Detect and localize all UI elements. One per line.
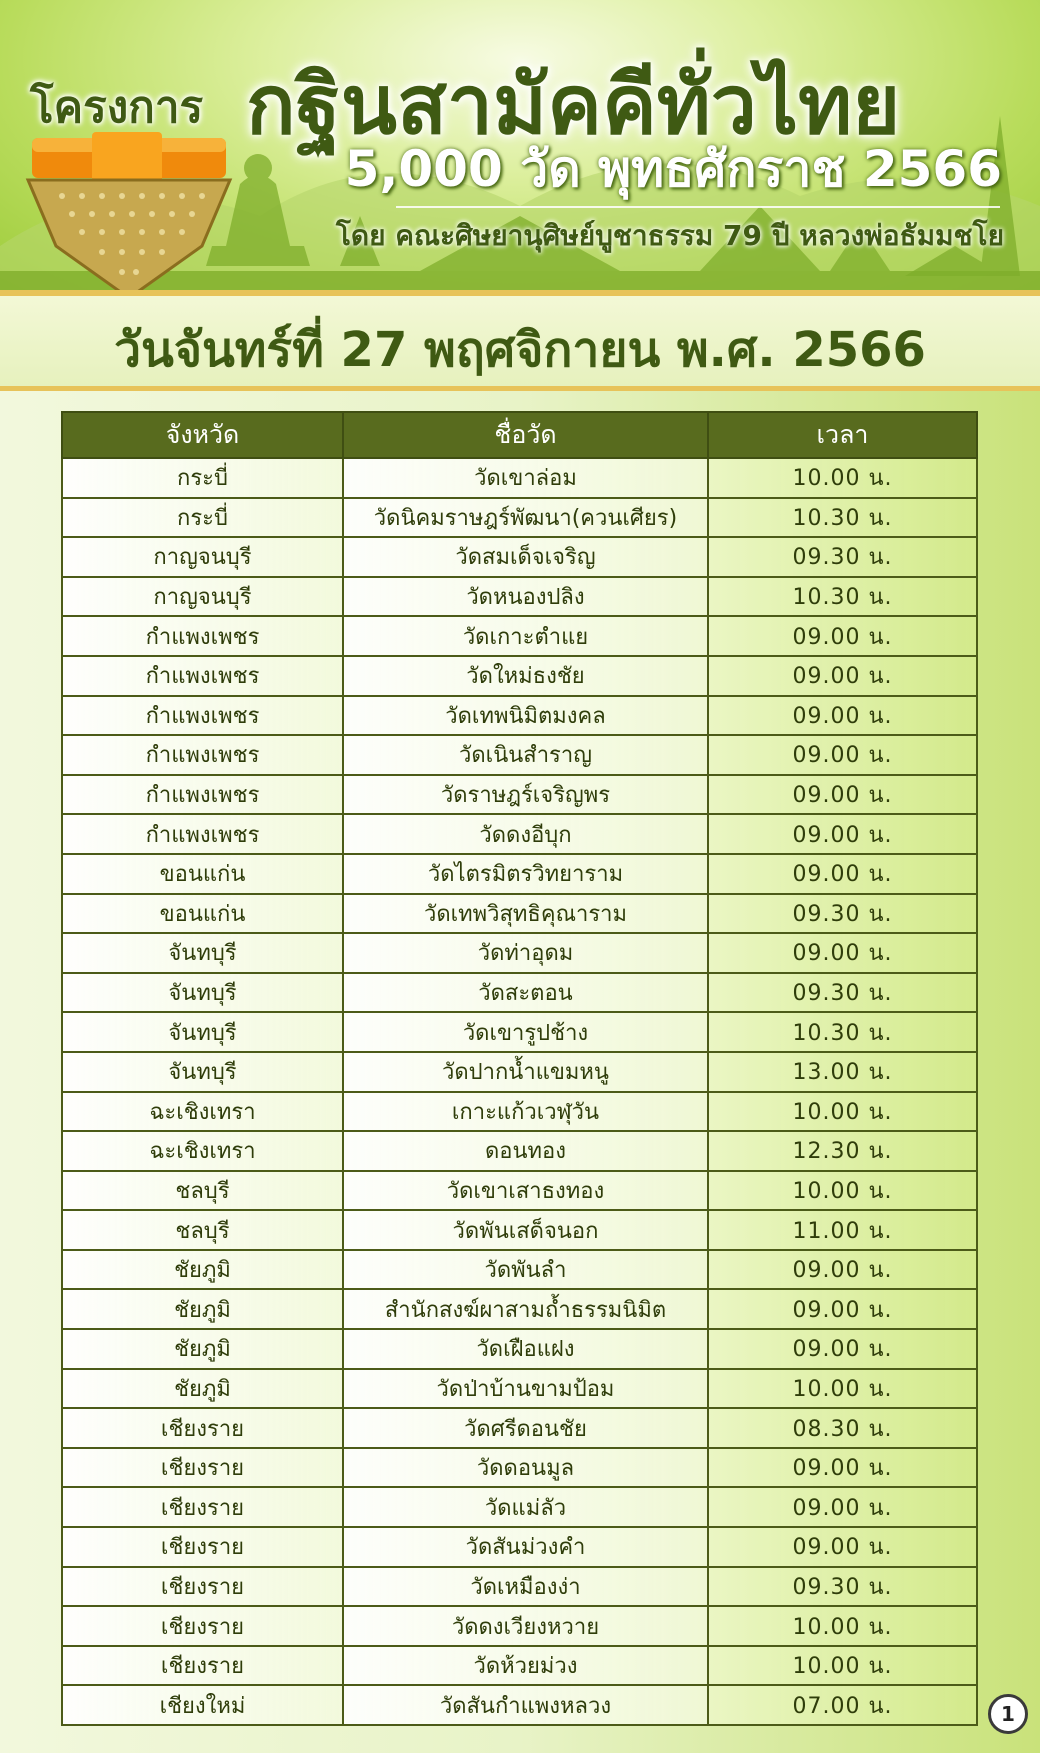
cell-province: กระบี่ — [62, 498, 343, 538]
cell-time: 10.00 น. — [708, 1171, 977, 1211]
cell-time: 10.00 น. — [708, 1646, 977, 1686]
cell-province: กำแพงเพชร — [62, 814, 343, 854]
cell-temple: วัดเทพวิสุทธิคุณาราม — [343, 894, 708, 934]
cell-time: 12.30 น. — [708, 1131, 977, 1171]
table-row — [62, 933, 977, 973]
cell-province: ชัยภูมิ — [62, 1329, 343, 1369]
cell-province: เชียงราย — [62, 1606, 343, 1646]
table-row — [62, 854, 977, 894]
cell-temple: วัดใหม่ธงชัย — [343, 656, 708, 696]
table-header-row — [62, 412, 977, 458]
cell-province: จันทบุรี — [62, 1052, 343, 1092]
cell-time: 10.30 น. — [708, 498, 977, 538]
cell-province: เชียงราย — [62, 1408, 343, 1448]
cell-province: กำแพงเพชร — [62, 656, 343, 696]
cell-temple: วัดสันกำแพงหลวง — [343, 1685, 708, 1725]
cell-temple: วัดเขาล่อม — [343, 458, 708, 498]
table-row — [62, 1210, 977, 1250]
cell-time: 09.00 น. — [708, 1250, 977, 1290]
cell-time: 09.30 น. — [708, 1567, 977, 1607]
kathin-schedule-table — [61, 411, 978, 1726]
table-row — [62, 656, 977, 696]
cell-temple: วัดพันลำ — [343, 1250, 708, 1290]
table-row — [62, 537, 977, 577]
cell-time: 09.00 น. — [708, 616, 977, 656]
cell-temple: วัดพันเสด็จนอก — [343, 1210, 708, 1250]
cell-province: กาญจนบุรี — [62, 577, 343, 617]
table-row — [62, 616, 977, 656]
cell-province: เชียงใหม่ — [62, 1685, 343, 1725]
cell-province: กระบี่ — [62, 458, 343, 498]
cell-time: 09.00 น. — [708, 775, 977, 815]
cell-temple: วัดเทพนิมิตมงคล — [343, 696, 708, 736]
cell-province: เชียงราย — [62, 1646, 343, 1686]
table-row — [62, 1369, 977, 1409]
cell-province: กำแพงเพชร — [62, 696, 343, 736]
cell-temple: วัดแม่ลัว — [343, 1487, 708, 1527]
cell-time: 09.00 น. — [708, 1487, 977, 1527]
cell-time: 09.00 น. — [708, 656, 977, 696]
cell-province: จันทบุรี — [62, 933, 343, 973]
cell-temple: วัดสมเด็จเจริญ — [343, 537, 708, 577]
cell-time: 09.00 น. — [708, 1289, 977, 1329]
cell-province: ชัยภูมิ — [62, 1250, 343, 1290]
cell-time: 10.00 น. — [708, 458, 977, 498]
table-row — [62, 973, 977, 1013]
cell-temple: วัดป่าบ้านขามป้อม — [343, 1369, 708, 1409]
cell-time: 07.00 น. — [708, 1685, 977, 1725]
table-row — [62, 1171, 977, 1211]
cell-time: 09.30 น. — [708, 894, 977, 934]
table-row — [62, 1448, 977, 1488]
cell-province: เชียงราย — [62, 1527, 343, 1567]
table-row — [62, 1329, 977, 1369]
cell-time: 10.00 น. — [708, 1606, 977, 1646]
cell-temple: วัดเขารูปช้าง — [343, 1012, 708, 1052]
table-row — [62, 814, 977, 854]
cell-time: 10.00 น. — [708, 1369, 977, 1409]
table-row — [62, 775, 977, 815]
kathin-robe-offering-icon — [22, 128, 236, 298]
cell-temple: เกาะแก้วเวฬุวัน — [343, 1092, 708, 1132]
table-row — [62, 1685, 977, 1725]
column-header-time: เวลา — [708, 412, 977, 458]
cell-time: 09.30 น. — [708, 973, 977, 1013]
cell-province: จันทบุรี — [62, 973, 343, 1013]
table-row — [62, 1567, 977, 1607]
cell-temple: วัดดงอีบุก — [343, 814, 708, 854]
cell-time: 10.30 น. — [708, 577, 977, 617]
cell-time: 09.00 น. — [708, 933, 977, 973]
header-divider — [396, 206, 1000, 208]
cell-time: 09.00 น. — [708, 1448, 977, 1488]
cell-province: เชียงราย — [62, 1487, 343, 1527]
table-row — [62, 1131, 977, 1171]
project-title: กฐินสามัคคีทั่วไทย — [246, 58, 901, 153]
cell-temple: วัดเขาเสาธงทอง — [343, 1171, 708, 1211]
cell-temple: วัดดอนมูล — [343, 1448, 708, 1488]
cell-province: ชลบุรี — [62, 1210, 343, 1250]
cell-province: ขอนแก่น — [62, 854, 343, 894]
cell-province: กำแพงเพชร — [62, 775, 343, 815]
date-title: วันจันทร์ที่ 27 พฤศจิกายน พ.ศ. 2566 — [114, 322, 926, 378]
cell-temple: วัดดงเวียงหวาย — [343, 1606, 708, 1646]
cell-province: ขอนแก่น — [62, 894, 343, 934]
page-number-badge: 1 — [988, 1694, 1028, 1734]
cell-province: ชัยภูมิ — [62, 1289, 343, 1329]
table-row — [62, 1289, 977, 1329]
table-body — [62, 458, 977, 1725]
table-row — [62, 696, 977, 736]
cell-time: 09.00 น. — [708, 696, 977, 736]
cell-temple: วัดท่าอุดม — [343, 933, 708, 973]
table-row — [62, 1052, 977, 1092]
cell-time: 09.30 น. — [708, 537, 977, 577]
cell-temple: วัดราษฎร์เจริญพร — [343, 775, 708, 815]
cell-temple: สำนักสงฆ์ผาสามถ้ำธรรมนิมิต — [343, 1289, 708, 1329]
cell-time: 10.00 น. — [708, 1092, 977, 1132]
cell-time: 10.30 น. — [708, 1012, 977, 1052]
table-row — [62, 577, 977, 617]
cell-province: ฉะเชิงเทรา — [62, 1131, 343, 1171]
cell-temple: วัดเกาะตำแย — [343, 616, 708, 656]
cell-province: กำแพงเพชร — [62, 735, 343, 775]
table-row — [62, 894, 977, 934]
table-row — [62, 498, 977, 538]
cell-province: ชัยภูมิ — [62, 1369, 343, 1409]
project-by-line: โดย คณะศิษยานุศิษย์บูชาธรรม 79 ปี หลวงพ่อธัมมชโย — [335, 219, 1004, 252]
table-row — [62, 1646, 977, 1686]
project-label: โครงการ — [30, 82, 204, 133]
cell-time: 13.00 น. — [708, 1052, 977, 1092]
cell-temple: วัดปากน้ำแขมหนู — [343, 1052, 708, 1092]
cell-time: 11.00 น. — [708, 1210, 977, 1250]
cell-time: 09.00 น. — [708, 1329, 977, 1369]
cell-temple: วัดเฝือแฝง — [343, 1329, 708, 1369]
table-row — [62, 1527, 977, 1567]
cell-temple: วัดไตรมิตรวิทยาราม — [343, 854, 708, 894]
cell-temple: วัดห้วยม่วง — [343, 1646, 708, 1686]
project-subtitle: 5,000 วัด พุทธศักราช 2566 — [344, 140, 1002, 198]
table-row — [62, 1487, 977, 1527]
column-header-temple: ชื่อวัด — [343, 412, 708, 458]
cell-province: ฉะเชิงเทรา — [62, 1092, 343, 1132]
cell-temple: ดอนทอง — [343, 1131, 708, 1171]
cell-temple: วัดศรีดอนชัย — [343, 1408, 708, 1448]
cell-province: จันทบุรี — [62, 1012, 343, 1052]
cell-temple: วัดเหมืองง่า — [343, 1567, 708, 1607]
cell-time: 09.00 น. — [708, 814, 977, 854]
table-row — [62, 1012, 977, 1052]
cell-time: 08.30 น. — [708, 1408, 977, 1448]
cell-temple: วัดสันม่วงคำ — [343, 1527, 708, 1567]
cell-province: กำแพงเพชร — [62, 616, 343, 656]
cell-temple: วัดหนองปลิง — [343, 577, 708, 617]
table-row — [62, 1408, 977, 1448]
cell-province: กาญจนบุรี — [62, 537, 343, 577]
table-row — [62, 735, 977, 775]
cell-temple: วัดเนินสำราญ — [343, 735, 708, 775]
column-header-province: จังหวัด — [62, 412, 343, 458]
cell-province: เชียงราย — [62, 1448, 343, 1488]
cell-province: ชลบุรี — [62, 1171, 343, 1211]
cell-temple: วัดสะตอน — [343, 973, 708, 1013]
table-row — [62, 458, 977, 498]
table-row — [62, 1092, 977, 1132]
cell-province: เชียงราย — [62, 1567, 343, 1607]
cell-time: 09.00 น. — [708, 1527, 977, 1567]
cell-temple: วัดนิคมราษฎร์พัฒนา(ควนเศียร) — [343, 498, 708, 538]
cell-time: 09.00 น. — [708, 854, 977, 894]
cell-time: 09.00 น. — [708, 735, 977, 775]
table-row — [62, 1250, 977, 1290]
table-row — [62, 1606, 977, 1646]
